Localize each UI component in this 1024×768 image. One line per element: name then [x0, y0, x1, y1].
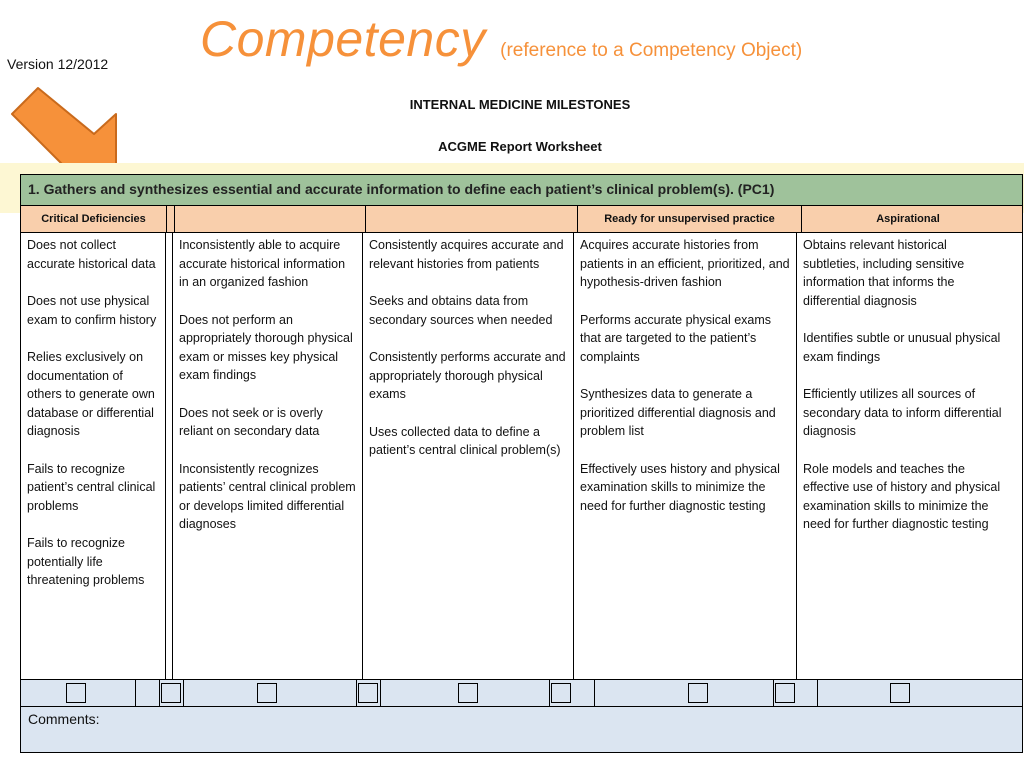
rating-checkbox-8[interactable] [775, 683, 795, 703]
slide-title [200, 10, 802, 68]
rating-cell [160, 680, 184, 706]
descriptor: Inconsistently recognizes patients’ central clinical problem or develops limited differential diagnoses [179, 461, 356, 531]
rating-checkbox-7[interactable] [688, 683, 708, 703]
comments-field[interactable] [21, 707, 1022, 752]
descriptors-row [21, 233, 1022, 680]
rating-checkbox-1[interactable] [66, 683, 86, 703]
descriptor: Role models and teaches the effective use of history and physical examination skills to minimize the need for further diagnostic testing [803, 461, 1001, 531]
title-subtitle: (reference to a Competency Object) [500, 40, 803, 61]
descriptor: Does not collect accurate historical data [27, 238, 156, 271]
rating-checkbox-4[interactable] [358, 683, 378, 703]
column-ready-unsupervised [574, 233, 797, 679]
column-aspirational [797, 233, 1009, 679]
descriptor: Identifies subtle or unusual physical exam findings [803, 331, 1001, 364]
rating-checkbox-row [21, 680, 1022, 707]
rating-checkbox-3[interactable] [257, 683, 277, 703]
descriptor: Effectively uses history and physical examination skills to minimize the need for further diagnostic testing [580, 461, 780, 513]
rating-cell-spacer [136, 680, 160, 706]
milestone-worksheet [20, 174, 1023, 753]
descriptor: Relies exclusively on documentation of others to generate own database or differential diagnosis [27, 350, 155, 438]
descriptor: Does not seek or is overly reliant on secondary data [179, 405, 323, 438]
document-title: INTERNAL MEDICINE MILESTONES [409, 97, 631, 112]
rating-cell [818, 680, 1022, 706]
level-ready-unsupervised: Ready for unsupervised practice [578, 206, 802, 232]
descriptor: Does not perform an appropriately thorough physical exam or misses key physical exam findings [179, 312, 353, 382]
descriptor: Inconsistently able to acquire accurate historical information in an organized fashion [179, 238, 346, 289]
version-label: Version 12/2012 [7, 56, 109, 72]
descriptor: Efficiently utilizes all sources of secondary data to inform differential diagnosis [803, 387, 1002, 438]
rating-cell [550, 680, 595, 706]
descriptor: Obtains relevant historical subtleties, including sensitive information that informs the differential diagnosis [803, 238, 965, 308]
descriptor: Consistently acquires accurate and relevant histories from patients [369, 238, 564, 271]
column-level-3 [363, 233, 574, 679]
rating-cell [357, 680, 381, 706]
rating-checkbox-2[interactable] [161, 683, 181, 703]
descriptor: Does not use physical exam to confirm history [27, 294, 157, 327]
rating-checkbox-6[interactable] [551, 683, 571, 703]
rating-cell [595, 680, 774, 706]
rating-cell [774, 680, 819, 706]
document-subtitle: ACGME Report Worksheet [438, 139, 602, 154]
levels-row [21, 206, 1022, 233]
descriptor: Performs accurate physical exams that are targeted to the patient’s complaints [580, 312, 772, 364]
title-main: Competency [200, 11, 486, 67]
descriptor: Synthesizes data to generate a prioritized differential diagnosis and problem list [580, 387, 776, 438]
descriptor: Consistently performs accurate and appropriately thorough physical exams [369, 350, 566, 401]
column-spacer [166, 233, 173, 679]
milestone-header: 1. Gathers and synthesizes essential and accurate information to define each patient’s clinical problem(s). (PC1) [21, 175, 1022, 206]
descriptor: Seeks and obtains data from secondary sources when needed [369, 294, 553, 327]
level-spacer [167, 206, 175, 232]
descriptor: Uses collected data to define a patient’s central clinical problem(s) [369, 424, 561, 457]
level-aspirational: Aspirational [876, 213, 940, 225]
descriptor: Acquires accurate histories from patients in an efficient, prioritized, and hypothesis-driven fashion [580, 238, 790, 289]
rating-checkbox-9[interactable] [890, 683, 910, 703]
level-2 [175, 206, 366, 232]
level-3 [366, 206, 578, 232]
rating-checkbox-5[interactable] [458, 683, 478, 703]
rating-cell [381, 680, 551, 706]
column-level-2 [173, 233, 363, 679]
descriptor: Fails to recognize patient’s central clinical problems [27, 461, 156, 513]
column-critical-deficiencies [21, 233, 166, 679]
comments-label: Comments: [28, 711, 100, 727]
level-critical-deficiencies: Critical Deficiencies [21, 206, 167, 232]
rating-cell [21, 680, 136, 706]
rating-cell [184, 680, 357, 706]
descriptor: Fails to recognize potentially life threatening problems [27, 536, 145, 587]
